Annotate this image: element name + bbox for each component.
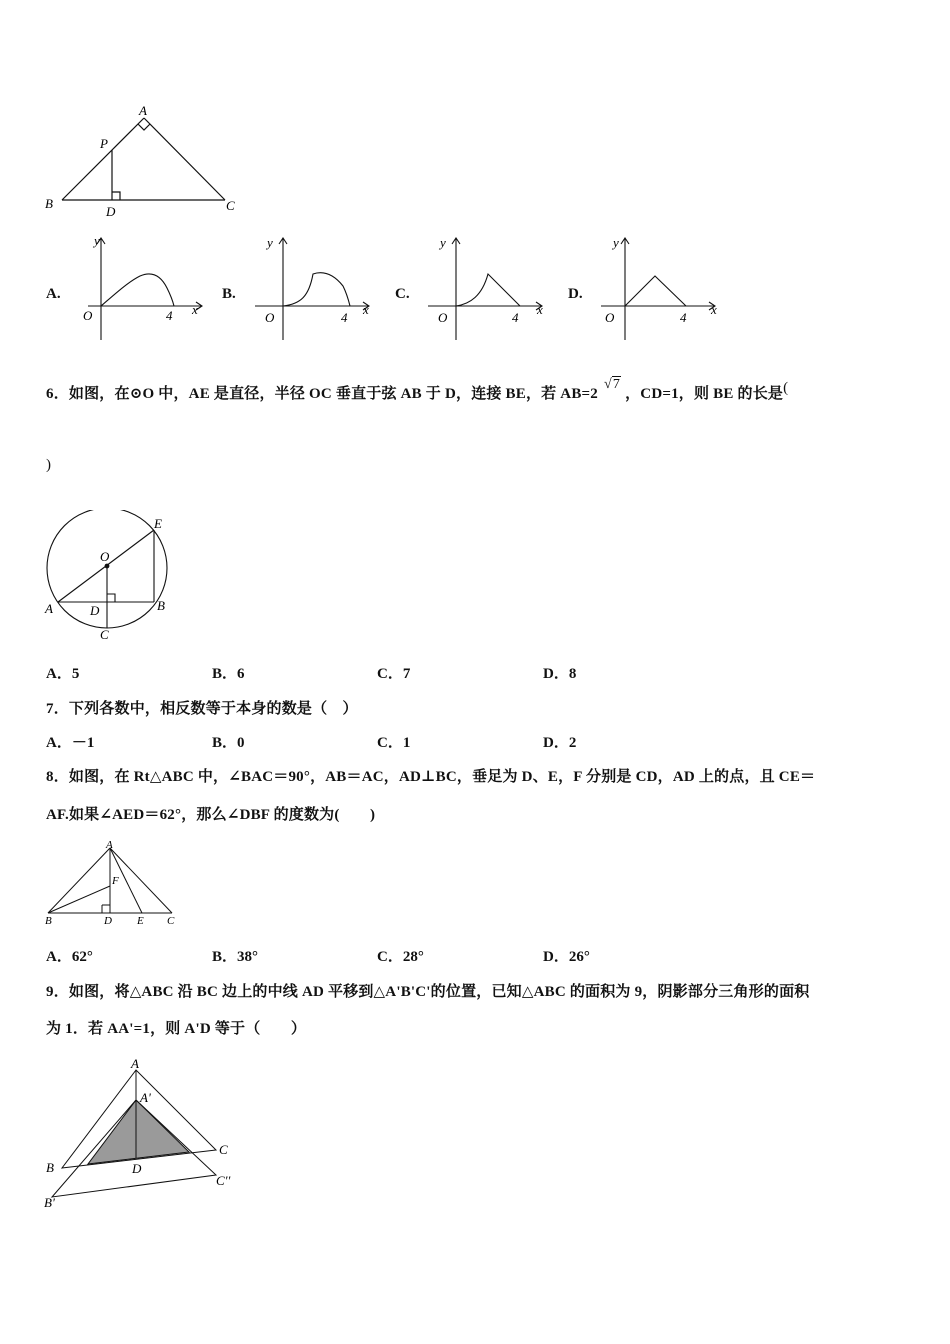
svg-text:O: O bbox=[605, 310, 615, 325]
svg-text:A: A bbox=[106, 839, 113, 851]
q7-option-a[interactable]: A．－1 bbox=[46, 735, 95, 751]
svg-text:4: 4 bbox=[680, 310, 687, 325]
q9-translation-figure bbox=[40, 1052, 250, 1214]
svg-text:y: y bbox=[94, 233, 100, 248]
svg-text:C: C bbox=[219, 1142, 228, 1157]
svg-text:B': B' bbox=[44, 1195, 55, 1210]
q5-label-d: D bbox=[106, 204, 116, 219]
svg-text:E: E bbox=[137, 915, 144, 927]
svg-text:x: x bbox=[711, 302, 717, 317]
svg-text:C: C bbox=[100, 627, 109, 642]
svg-text:B: B bbox=[45, 915, 52, 927]
q6-circle-figure bbox=[40, 510, 180, 645]
q5-option-b-letter[interactable]: B. bbox=[222, 286, 236, 302]
svg-text:F: F bbox=[112, 875, 119, 887]
q8-option-c[interactable]: C．28° bbox=[377, 949, 424, 965]
svg-text:A: A bbox=[45, 601, 53, 616]
q5-graph-b[interactable] bbox=[245, 232, 385, 344]
svg-text:y: y bbox=[613, 235, 619, 250]
q8-stem-line1: 8．如图，在 Rt△ABC 中，∠BAC＝90°，AB＝AC，AD⊥BC，垂足为 D、E，F 分别是 CD，AD 上的点，且 CE＝ bbox=[46, 769, 816, 785]
q5-option-d-letter[interactable]: D. bbox=[568, 286, 583, 302]
svg-text:y: y bbox=[267, 235, 273, 250]
q6-sqrt-seven: √7 bbox=[604, 377, 621, 392]
q6-option-a[interactable]: A．5 bbox=[46, 666, 80, 682]
svg-text:B: B bbox=[157, 598, 165, 613]
svg-text:E: E bbox=[154, 516, 162, 531]
q8-triangle-figure bbox=[40, 838, 190, 930]
svg-text:x: x bbox=[537, 302, 543, 317]
q5-side-ab bbox=[62, 118, 144, 200]
svg-text:D: D bbox=[90, 603, 100, 618]
q9-stem-line1: 9．如图，将△ABC 沿 BC 边上的中线 AD 平移到△A'B'C'的位置，已知△ABC 的面积为 9，阴影部分三角形的面积 bbox=[46, 984, 810, 1000]
svg-text:4: 4 bbox=[341, 310, 348, 325]
q6-right-angle-d bbox=[107, 594, 115, 602]
q8-option-b[interactable]: B．38° bbox=[212, 949, 259, 965]
q7-option-c[interactable]: C．1 bbox=[377, 735, 411, 751]
q9-stem-line2: 为 1．若 AA'=1，则 A'D 等于（ ） bbox=[46, 1021, 307, 1037]
q5-side-ac bbox=[144, 118, 225, 200]
svg-text:A: A bbox=[131, 1056, 139, 1071]
svg-text:O: O bbox=[83, 308, 93, 323]
svg-text:y: y bbox=[440, 235, 446, 250]
q5-graph-c[interactable] bbox=[420, 232, 560, 344]
q5-option-c-letter[interactable]: C. bbox=[395, 286, 410, 302]
svg-text:D: D bbox=[132, 1161, 142, 1176]
svg-text:B: B bbox=[46, 1160, 54, 1175]
q6-close-paren: ) bbox=[46, 457, 52, 473]
q7-option-b[interactable]: B．0 bbox=[212, 735, 245, 751]
svg-text:4: 4 bbox=[166, 308, 173, 323]
q5-triangle-figure bbox=[40, 100, 250, 225]
q8-stem-line2: AF.如果∠AED＝62°，那么∠DBF 的度数为( ) bbox=[46, 807, 376, 823]
q5-graph-d[interactable] bbox=[595, 232, 735, 344]
q6-option-b[interactable]: B．6 bbox=[212, 666, 245, 682]
q6-option-d[interactable]: D．8 bbox=[543, 666, 577, 682]
svg-text:C: C bbox=[167, 915, 175, 927]
q5-graph-a[interactable] bbox=[70, 232, 210, 344]
svg-text:x: x bbox=[363, 302, 369, 317]
q6-option-c[interactable]: C．7 bbox=[377, 666, 411, 682]
q8-option-a[interactable]: A．62° bbox=[46, 949, 93, 965]
q7-option-d[interactable]: D．2 bbox=[543, 735, 577, 751]
q5-label-a: A bbox=[139, 103, 147, 118]
svg-text:4: 4 bbox=[512, 310, 519, 325]
q5-right-angle-a bbox=[138, 124, 150, 130]
q7-stem: 7．下列各数中，相反数等于本身的数是（ ） bbox=[46, 701, 358, 717]
q6-stem bbox=[46, 377, 789, 403]
svg-text:O: O bbox=[100, 549, 110, 564]
svg-text:x: x bbox=[192, 302, 198, 317]
q5-label-b: B bbox=[45, 196, 53, 211]
q6-open-paren: ( bbox=[783, 380, 789, 396]
q5-option-a-letter[interactable]: A. bbox=[46, 286, 61, 302]
q8-option-d[interactable]: D．26° bbox=[543, 949, 590, 965]
svg-text:A': A' bbox=[140, 1090, 151, 1105]
svg-text:O: O bbox=[438, 310, 448, 325]
q5-label-p: P bbox=[100, 136, 108, 151]
svg-text:D: D bbox=[104, 915, 112, 927]
q6-text-after: ，CD=1，则 BE 的长是 bbox=[625, 386, 784, 402]
svg-text:O: O bbox=[265, 310, 275, 325]
q5-right-angle-d bbox=[112, 192, 120, 200]
q9-shaded-triangle bbox=[88, 1100, 189, 1164]
q5-label-c: C bbox=[226, 198, 235, 213]
q6-text-before: 6．如图，在⊙O 中，AE 是直径，半径 OC 垂直于弦 AB 于 D，连接 BE，若 AB=2 bbox=[46, 386, 598, 402]
svg-text:C'': C'' bbox=[216, 1173, 231, 1188]
